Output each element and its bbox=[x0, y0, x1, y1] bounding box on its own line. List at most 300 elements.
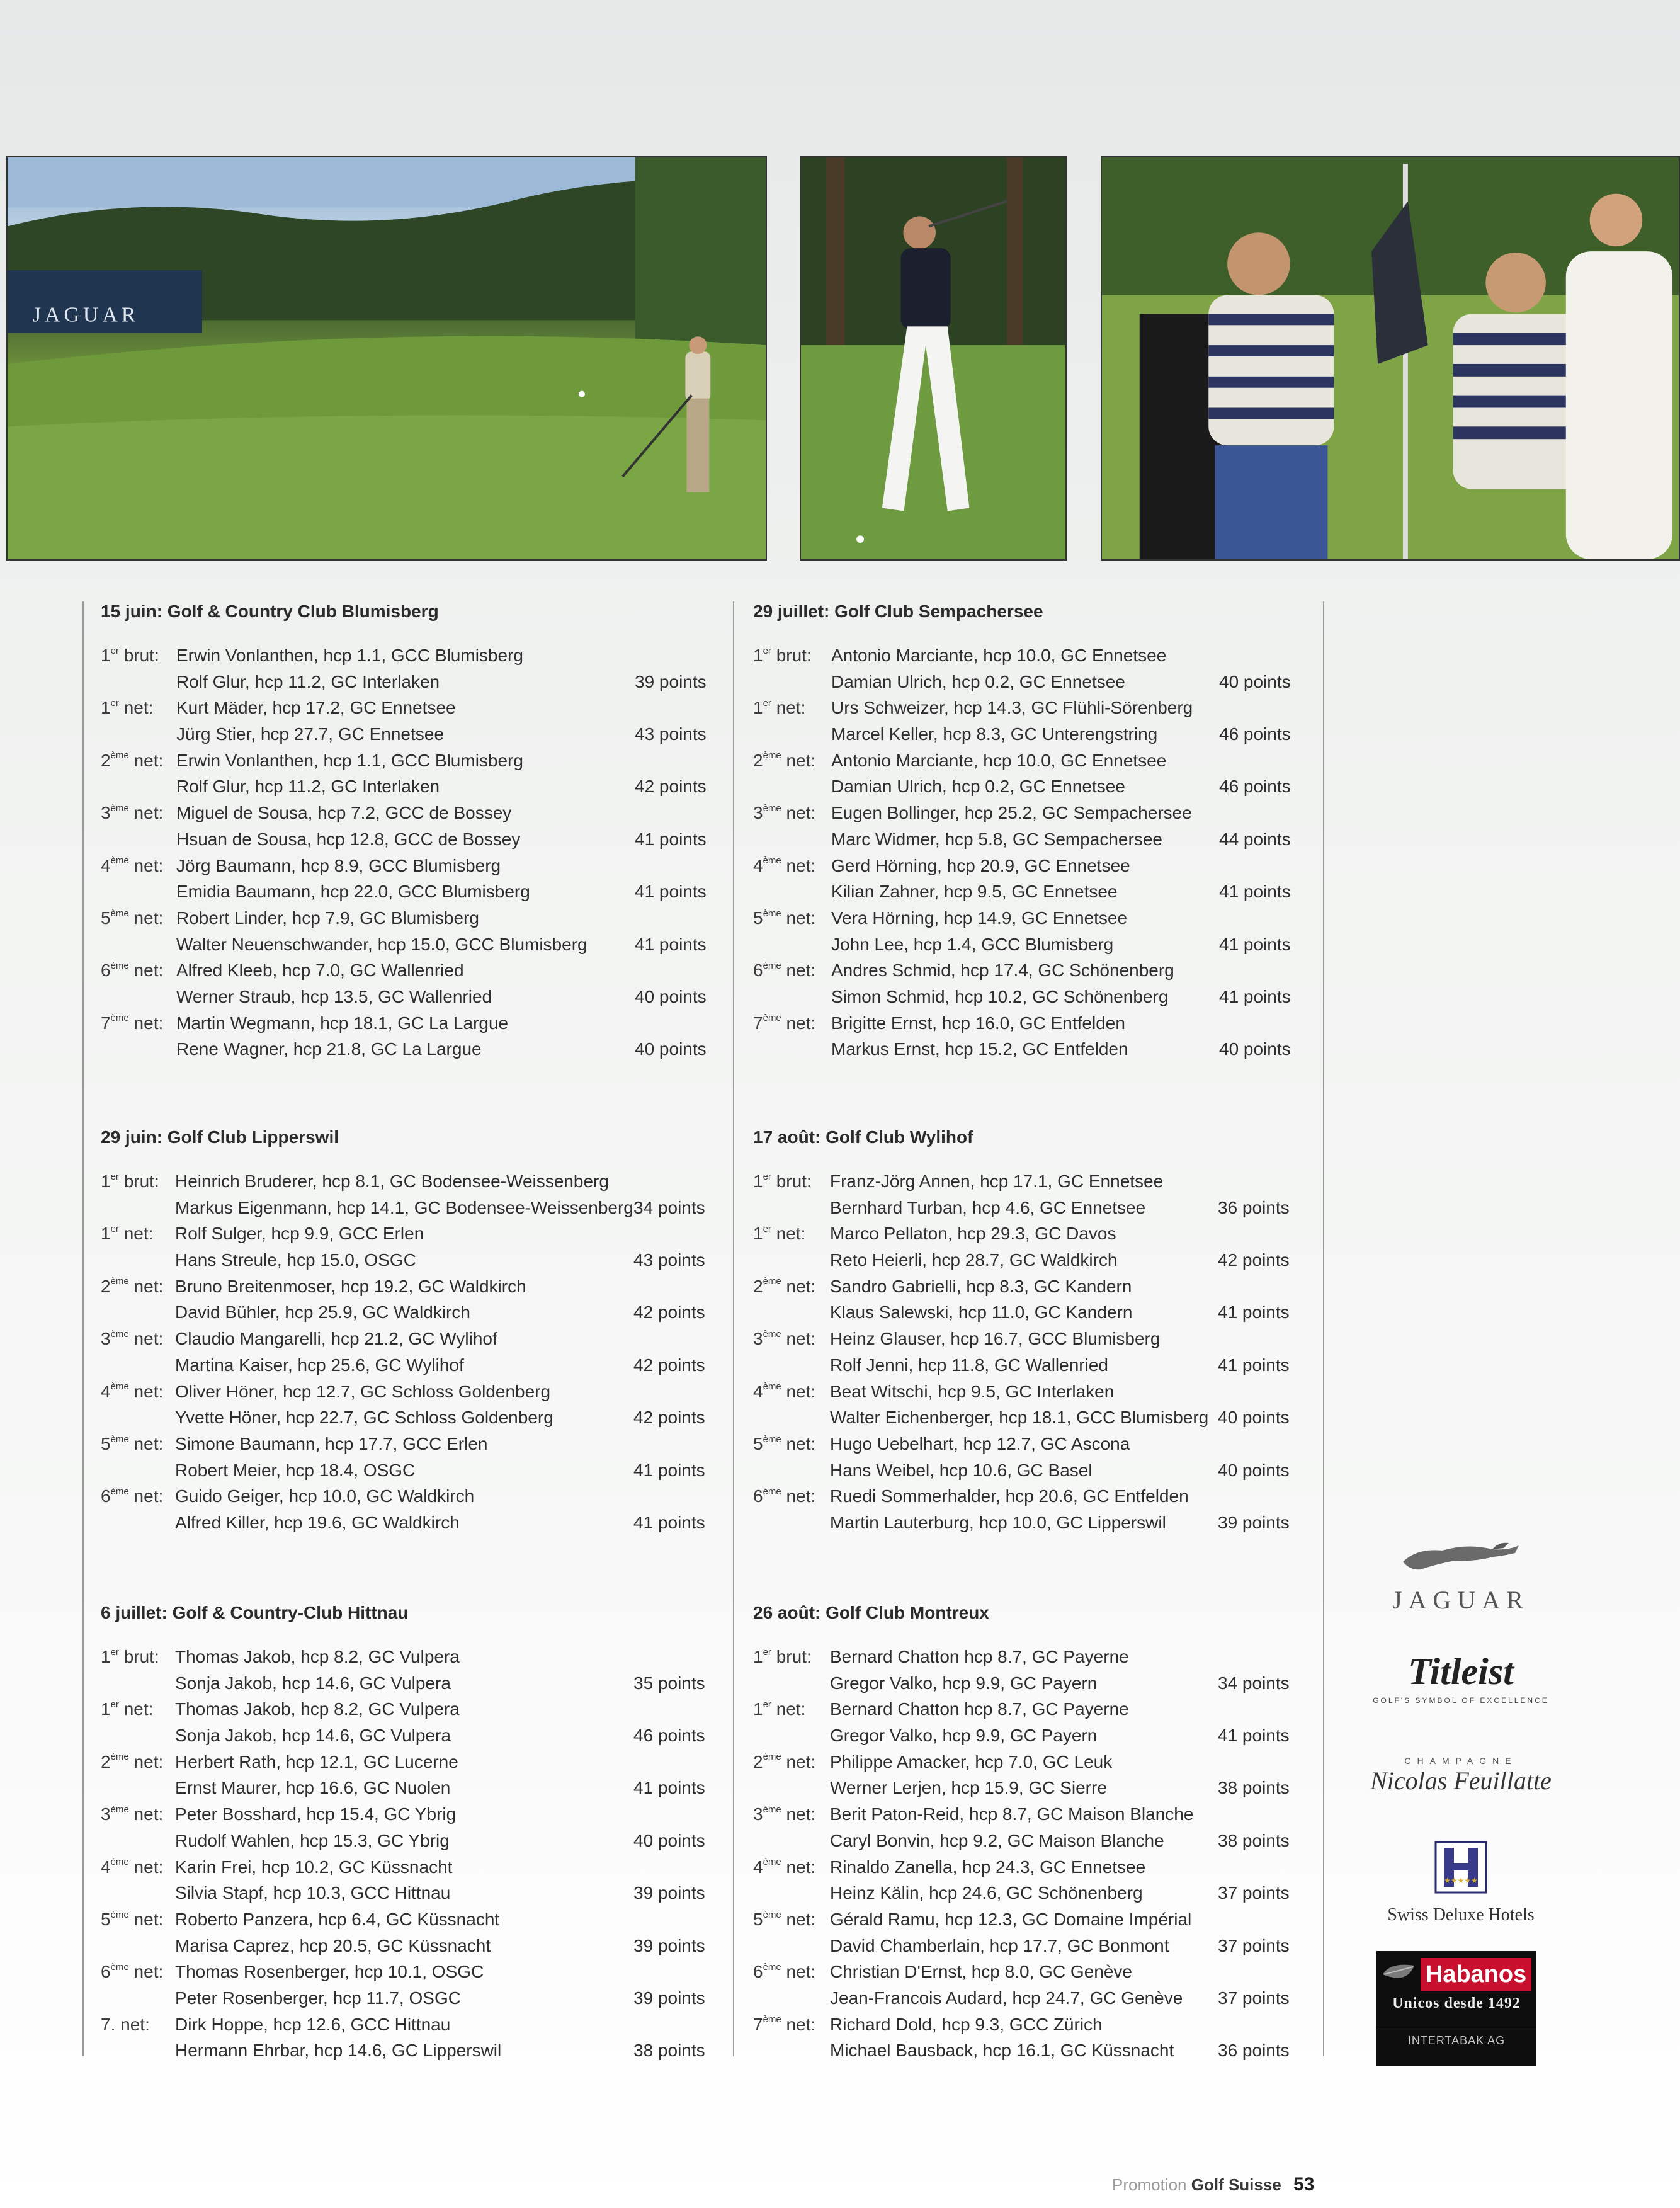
score-type: net: bbox=[120, 2014, 150, 2034]
points-value: 41 points bbox=[1219, 934, 1291, 954]
player-name: Klaus Salewski, hcp 11.0, GC Kandern bbox=[830, 1302, 1133, 1323]
result-row bbox=[753, 905, 1332, 931]
rank-label bbox=[101, 1431, 163, 1457]
rank-suffix: ème bbox=[110, 855, 129, 867]
rank-number: 4 bbox=[753, 1381, 763, 1401]
score-type: net: bbox=[786, 908, 816, 928]
points-value: 42 points bbox=[633, 1355, 705, 1375]
result-row bbox=[101, 879, 748, 905]
score-type: net: bbox=[786, 750, 816, 770]
results-section bbox=[753, 1600, 1331, 2064]
points-value: 40 points bbox=[633, 1830, 705, 1850]
rank-number: 2 bbox=[101, 750, 111, 770]
points-value: 41 points bbox=[1219, 986, 1291, 1006]
player-name: Markus Eigenmann, hcp 14.1, GC Bodensee-Weissenberg bbox=[175, 1197, 633, 1217]
result-row bbox=[753, 800, 1332, 826]
result-row bbox=[101, 1749, 747, 1775]
score-type: net: bbox=[133, 1276, 164, 1296]
result-row bbox=[101, 957, 748, 984]
rank-suffix: ème bbox=[110, 1909, 129, 1920]
points-value: 41 points bbox=[1218, 1726, 1290, 1746]
rank-suffix: er bbox=[763, 698, 771, 709]
score-type: net: bbox=[786, 1962, 816, 1982]
section-title: 26 août: Golf Club Montreux bbox=[753, 1603, 989, 1622]
photo-golfer-swing bbox=[800, 156, 1067, 561]
svg-text:★★★★★: ★★★★★ bbox=[1444, 1876, 1478, 1885]
player-name: Claudio Mangarelli, hcp 21.2, GC Wylihof bbox=[175, 1329, 497, 1349]
hotel-h-icon bbox=[1433, 1839, 1489, 1896]
result-row bbox=[101, 1431, 747, 1457]
result-row bbox=[753, 1431, 1331, 1457]
points-value: 34 points bbox=[1218, 1673, 1290, 1693]
rank-label bbox=[101, 800, 163, 826]
rank-number: 5 bbox=[101, 908, 111, 928]
points-value: 40 points bbox=[635, 986, 707, 1006]
rank-number: 4 bbox=[101, 1857, 111, 1877]
player-name: Rolf Sulger, hcp 9.9, GCC Erlen bbox=[175, 1224, 424, 1244]
rank-label bbox=[101, 1696, 153, 1722]
jaguar-wordmark: JAGUAR bbox=[1392, 1586, 1530, 1614]
player-name: Bernard Chatton hcp 8.7, GC Payerne bbox=[830, 1647, 1129, 1666]
rank-suffix: ème bbox=[763, 1328, 781, 1340]
rank-label bbox=[101, 1644, 159, 1670]
player-name: Werner Straub, hcp 13.5, GC Wallenried bbox=[176, 986, 492, 1006]
result-row bbox=[101, 1510, 747, 1536]
result-row bbox=[101, 1457, 747, 1484]
points-value: 46 points bbox=[1219, 724, 1291, 744]
result-row bbox=[101, 642, 748, 669]
rank-number: 7 bbox=[101, 1013, 111, 1033]
result-row bbox=[101, 1483, 747, 1510]
player-name: Marc Widmer, hcp 5.8, GC Sempachersee bbox=[831, 829, 1162, 849]
results-section bbox=[101, 1600, 747, 2064]
result-row bbox=[753, 1933, 1331, 1959]
nicolas-wordmark: Nicolas Feuillatte bbox=[1370, 1767, 1552, 1795]
rank-number: 3 bbox=[101, 803, 111, 823]
player-name: Robert Meier, hcp 18.4, OSGC bbox=[175, 1460, 416, 1480]
rank-label bbox=[101, 1010, 163, 1037]
result-row bbox=[753, 1775, 1331, 1801]
rank-number: 2 bbox=[101, 1276, 111, 1296]
score-type: net: bbox=[133, 908, 164, 928]
score-type: net: bbox=[133, 1486, 164, 1506]
score-type: net: bbox=[776, 698, 806, 718]
player-name: Markus Ernst, hcp 15.2, GC Entfelden bbox=[831, 1039, 1128, 1059]
points-value: 43 points bbox=[635, 724, 707, 744]
result-row bbox=[753, 1457, 1331, 1484]
points-value: 46 points bbox=[1219, 777, 1291, 797]
player-name: Rudolf Wahlen, hcp 15.3, GC Ybrig bbox=[175, 1830, 450, 1850]
player-name: Eugen Bollinger, hcp 25.2, GC Sempachersee bbox=[831, 803, 1192, 823]
rank-number: 5 bbox=[753, 908, 763, 928]
result-row bbox=[101, 1985, 747, 2012]
score-type: brut: bbox=[776, 1171, 812, 1191]
rank-label bbox=[101, 1221, 153, 1247]
rank-number: 1 bbox=[753, 1699, 763, 1719]
rank-number: 2 bbox=[753, 750, 763, 770]
rank-suffix: ème bbox=[763, 1433, 781, 1445]
player-name: Martina Kaiser, hcp 25.6, GC Wylihof bbox=[175, 1355, 464, 1375]
rank-number: 1 bbox=[753, 1171, 763, 1191]
score-type: net: bbox=[776, 1699, 806, 1719]
score-type: net: bbox=[786, 803, 816, 823]
result-row bbox=[101, 1326, 747, 1352]
result-row bbox=[753, 853, 1332, 879]
rank-suffix: ème bbox=[763, 908, 781, 919]
rank-label bbox=[101, 905, 163, 931]
rank-number: 7 bbox=[753, 1013, 763, 1033]
player-name: Peter Rosenberger, hcp 11.7, OSGC bbox=[175, 1988, 461, 2008]
score-type: net: bbox=[776, 1224, 806, 1244]
result-row bbox=[101, 721, 748, 748]
rank-label bbox=[753, 1696, 805, 1722]
points-value: 41 points bbox=[635, 882, 707, 902]
result-row bbox=[101, 1036, 748, 1062]
rank-suffix: ème bbox=[110, 1433, 129, 1445]
rank-suffix: ème bbox=[110, 802, 129, 814]
left-column-rule bbox=[82, 601, 84, 2056]
score-type: net: bbox=[133, 803, 164, 823]
rank-label bbox=[101, 1483, 163, 1510]
score-type: net: bbox=[786, 1329, 816, 1349]
rank-number: 1 bbox=[101, 1224, 111, 1244]
rank-label bbox=[101, 2012, 150, 2038]
rank-number: 1 bbox=[753, 1647, 763, 1666]
player-name: Ruedi Sommerhalder, hcp 20.6, GC Entfelden bbox=[830, 1486, 1189, 1506]
rank-suffix: ème bbox=[110, 1804, 129, 1815]
score-type: net: bbox=[133, 1804, 164, 1824]
result-row bbox=[753, 1801, 1331, 1828]
rank-suffix: ème bbox=[763, 750, 781, 761]
player-name: Martin Lauterburg, hcp 10.0, GC Lipperswil bbox=[830, 1512, 1166, 1532]
results-section bbox=[101, 1124, 747, 1536]
points-value: 40 points bbox=[1218, 1460, 1290, 1480]
rank-number: 6 bbox=[101, 960, 111, 981]
nicolas-feuillatte-logo bbox=[1363, 1756, 1558, 1812]
player-name: Erwin Vonlanthen, hcp 1.1, GCC Blumisberg bbox=[176, 750, 523, 770]
result-row bbox=[753, 773, 1332, 800]
player-name: Beat Witschi, hcp 9.5, GC Interlaken bbox=[830, 1381, 1115, 1401]
points-value: 35 points bbox=[633, 1673, 705, 1693]
points-value: 43 points bbox=[633, 1250, 705, 1270]
intertabak-wordmark: INTERTABAK AG bbox=[1376, 2030, 1536, 2047]
player-name: Kurt Mäder, hcp 17.2, GC Ennetsee bbox=[176, 698, 456, 718]
photo-players-handshake bbox=[1101, 156, 1680, 561]
rank-suffix: ème bbox=[763, 802, 781, 814]
player-name: Bruno Breitenmoser, hcp 19.2, GC Waldkirch bbox=[175, 1276, 526, 1296]
jaguar-logo bbox=[1373, 1537, 1549, 1619]
rank-suffix: er bbox=[763, 645, 771, 656]
player-name: Gerd Hörning, hcp 20.9, GC Ennetsee bbox=[831, 855, 1130, 875]
points-value: 41 points bbox=[1218, 1302, 1290, 1323]
rank-suffix: er bbox=[110, 698, 119, 709]
player-name: Alfred Kleeb, hcp 7.0, GC Wallenried bbox=[176, 960, 464, 981]
rank-number: 5 bbox=[101, 1433, 111, 1454]
swiss-deluxe-hotels-logo bbox=[1366, 1839, 1555, 1933]
result-row bbox=[753, 1670, 1331, 1697]
score-type: net: bbox=[133, 1857, 164, 1877]
rank-number: 3 bbox=[753, 1804, 763, 1824]
rank-label bbox=[753, 1221, 805, 1247]
rank-number: 3 bbox=[101, 1329, 111, 1349]
footer-promo: Promotion bbox=[1112, 2175, 1187, 2194]
player-name: Walter Neuenschwander, hcp 15.0, GCC Blumisberg bbox=[176, 934, 587, 954]
points-value: 36 points bbox=[1218, 2040, 1290, 2061]
section-title: 6 juillet: Golf & Country-Club Hittnau bbox=[101, 1603, 409, 1622]
player-name: Heinrich Bruderer, hcp 8.1, GC Bodensee-Weissenberg bbox=[175, 1171, 609, 1191]
rank-label bbox=[101, 695, 153, 721]
rank-suffix: ème bbox=[110, 1381, 129, 1392]
results-section bbox=[101, 598, 748, 1062]
rank-number: 4 bbox=[101, 855, 111, 875]
result-row bbox=[753, 721, 1332, 748]
result-row bbox=[101, 1195, 747, 1221]
player-name: Christian D'Ernst, hcp 8.0, GC Genève bbox=[830, 1962, 1132, 1982]
rank-suffix: ème bbox=[763, 1276, 781, 1287]
rank-label bbox=[101, 1749, 163, 1775]
player-name: Franz-Jörg Annen, hcp 17.1, GC Ennetsee bbox=[830, 1171, 1164, 1191]
score-type: net: bbox=[786, 1486, 816, 1506]
player-name: Roberto Panzera, hcp 6.4, GC Küssnacht bbox=[175, 1909, 500, 1929]
rank-suffix: er bbox=[763, 1646, 771, 1658]
points-value: 44 points bbox=[1219, 829, 1291, 849]
score-type: brut: bbox=[776, 1647, 812, 1666]
points-value: 36 points bbox=[1218, 1197, 1290, 1217]
points-value: 41 points bbox=[633, 1778, 705, 1798]
player-name: Sonja Jakob, hcp 14.6, GC Vulpera bbox=[175, 1673, 451, 1693]
rank-label bbox=[753, 695, 805, 721]
photo-jaguar-golfer bbox=[6, 156, 767, 561]
player-name: Alfred Killer, hcp 19.6, GC Waldkirch bbox=[175, 1512, 460, 1532]
result-row bbox=[753, 1644, 1331, 1670]
result-row bbox=[101, 1775, 747, 1801]
rank-number: 1 bbox=[753, 698, 763, 718]
rank-label bbox=[753, 1906, 815, 1933]
rank-label bbox=[753, 957, 815, 984]
rank-number: 5 bbox=[101, 1909, 111, 1929]
rank-number: 7. bbox=[101, 2014, 116, 2034]
player-name: Thomas Rosenberger, hcp 10.1, OSGC bbox=[175, 1962, 484, 1982]
score-type: net: bbox=[786, 1909, 816, 1929]
rank-suffix: ème bbox=[110, 1751, 129, 1763]
result-row bbox=[753, 1749, 1331, 1775]
score-type: net: bbox=[133, 1962, 164, 1982]
score-type: net: bbox=[786, 1276, 816, 1296]
points-value: 41 points bbox=[633, 1512, 705, 1532]
points-value: 42 points bbox=[1218, 1250, 1290, 1270]
habanos-wordmark: Habanos bbox=[1421, 1958, 1531, 1991]
player-name: Antonio Marciante, hcp 10.0, GC Ennetsee bbox=[831, 646, 1167, 665]
points-value: 37 points bbox=[1218, 1935, 1290, 1955]
rank-number: 6 bbox=[753, 960, 763, 981]
rank-label bbox=[101, 1854, 163, 1881]
result-row bbox=[101, 853, 748, 879]
player-name: Damian Ulrich, hcp 0.2, GC Ennetsee bbox=[831, 777, 1125, 797]
score-type: net: bbox=[786, 1857, 816, 1877]
rank-number: 1 bbox=[753, 1224, 763, 1244]
player-name: Ernst Maurer, hcp 16.6, GC Nuolen bbox=[175, 1778, 451, 1798]
rank-label bbox=[753, 1644, 812, 1670]
score-type: net: bbox=[133, 1909, 164, 1929]
points-value: 37 points bbox=[1218, 1883, 1290, 1903]
rank-suffix: ème bbox=[763, 1486, 781, 1497]
score-type: net: bbox=[133, 1013, 164, 1033]
result-row bbox=[753, 1352, 1331, 1379]
rank-label bbox=[753, 1749, 815, 1775]
player-name: Miguel de Sousa, hcp 7.2, GCC de Bossey bbox=[176, 803, 512, 823]
score-type: net: bbox=[123, 1699, 154, 1719]
rank-label bbox=[101, 957, 163, 984]
player-name: Michael Bausback, hcp 16.1, GC Küssnacht bbox=[830, 2040, 1174, 2061]
rank-suffix: ème bbox=[763, 1961, 781, 1972]
result-row bbox=[753, 957, 1332, 984]
player-name: David Chamberlain, hcp 17.7, GC Bonmont bbox=[830, 1935, 1169, 1955]
points-value: 39 points bbox=[1218, 1512, 1290, 1532]
player-name: Emidia Baumann, hcp 22.0, GCC Blumisberg bbox=[176, 882, 530, 902]
result-row bbox=[753, 748, 1332, 774]
rank-label bbox=[753, 1326, 815, 1352]
points-value: 38 points bbox=[633, 2040, 705, 2061]
result-row bbox=[101, 1696, 747, 1722]
result-row bbox=[101, 773, 748, 800]
score-type: net: bbox=[786, 1013, 816, 1033]
score-type: net: bbox=[133, 960, 164, 981]
player-name: Jean-Francois Audard, hcp 24.7, GC Genève bbox=[830, 1988, 1183, 2008]
rank-number: 1 bbox=[101, 1171, 111, 1191]
result-row bbox=[101, 669, 748, 695]
points-value: 46 points bbox=[633, 1726, 705, 1746]
points-value: 40 points bbox=[1219, 671, 1291, 691]
rank-label bbox=[101, 1906, 163, 1933]
player-name: Sonja Jakob, hcp 14.6, GC Vulpera bbox=[175, 1726, 451, 1746]
player-name: Antonio Marciante, hcp 10.0, GC Ennetsee bbox=[831, 750, 1167, 770]
result-row bbox=[101, 1880, 747, 1906]
rank-number: 3 bbox=[753, 1329, 763, 1349]
rank-suffix: ème bbox=[763, 1381, 781, 1392]
player-name: Martin Wegmann, hcp 18.1, GC La Largue bbox=[176, 1013, 509, 1033]
points-value: 39 points bbox=[633, 1988, 705, 2008]
rank-number: 2 bbox=[753, 1751, 763, 1772]
score-type: net: bbox=[133, 750, 164, 770]
result-row bbox=[753, 1880, 1331, 1906]
player-name: Dirk Hoppe, hcp 12.6, GCC Hittnau bbox=[175, 2014, 451, 2034]
score-type: net: bbox=[133, 855, 164, 875]
rank-suffix: ème bbox=[110, 1486, 129, 1497]
player-name: Damian Ulrich, hcp 0.2, GC Ennetsee bbox=[831, 671, 1125, 691]
points-value: 41 points bbox=[633, 1460, 705, 1480]
player-name: Rene Wagner, hcp 21.8, GC La Largue bbox=[176, 1039, 482, 1059]
score-type: net: bbox=[786, 1381, 816, 1401]
result-row bbox=[753, 1985, 1331, 2012]
rank-label bbox=[753, 1010, 815, 1037]
score-type: net: bbox=[786, 2014, 816, 2034]
result-row bbox=[753, 1010, 1332, 1037]
result-row bbox=[101, 1010, 748, 1037]
score-type: brut: bbox=[776, 646, 812, 665]
player-name: Hugo Uebelhart, hcp 12.7, GC Ascona bbox=[830, 1433, 1130, 1454]
jaguar-leaper-icon bbox=[1398, 1537, 1524, 1577]
rank-label bbox=[753, 2012, 815, 2038]
rank-suffix: er bbox=[110, 1224, 119, 1235]
player-name: Rolf Jenni, hcp 11.8, GC Wallenried bbox=[830, 1355, 1108, 1375]
result-row bbox=[101, 1273, 747, 1300]
rank-label bbox=[101, 853, 163, 879]
result-row bbox=[753, 1036, 1332, 1062]
player-name: Walter Eichenberger, hcp 18.1, GCC Blumisberg bbox=[830, 1408, 1209, 1428]
rank-number: 6 bbox=[101, 1962, 111, 1982]
result-row bbox=[101, 2012, 747, 2038]
player-name: Thomas Jakob, hcp 8.2, GC Vulpera bbox=[175, 1647, 460, 1666]
rank-label bbox=[753, 1431, 815, 1457]
rank-suffix: ème bbox=[110, 908, 129, 919]
rank-number: 1 bbox=[753, 646, 763, 665]
section-title: 15 juin: Golf & Country Club Blumisberg bbox=[101, 601, 439, 621]
result-row bbox=[101, 1247, 747, 1273]
player-name: Rolf Glur, hcp 11.2, GC Interlaken bbox=[176, 777, 440, 797]
result-row bbox=[753, 1168, 1331, 1195]
points-value: 41 points bbox=[1218, 1355, 1290, 1375]
result-row bbox=[101, 1221, 747, 1247]
rank-label bbox=[753, 1854, 815, 1881]
rank-suffix: er bbox=[763, 1699, 771, 1710]
score-type: net: bbox=[786, 855, 816, 875]
rank-label bbox=[753, 1168, 812, 1195]
rank-number: 4 bbox=[753, 1857, 763, 1877]
rank-label bbox=[101, 1168, 159, 1195]
result-row bbox=[753, 1195, 1331, 1221]
player-name: Robert Linder, hcp 7.9, GC Blumisberg bbox=[176, 908, 479, 928]
habanos-tagline: Unicos desde 1492 bbox=[1392, 1995, 1521, 2012]
result-row bbox=[753, 1247, 1331, 1273]
rank-suffix: ème bbox=[110, 1328, 129, 1340]
result-row bbox=[101, 1670, 747, 1697]
player-name: Silvia Stapf, hcp 10.3, GCC Hittnau bbox=[175, 1883, 451, 1903]
result-row bbox=[101, 826, 748, 853]
results-section bbox=[753, 1124, 1331, 1536]
result-row bbox=[101, 1644, 747, 1670]
player-name: Werner Lerjen, hcp 15.9, GC Sierre bbox=[830, 1778, 1107, 1798]
player-name: Sandro Gabrielli, hcp 8.3, GC Kandern bbox=[830, 1276, 1132, 1296]
player-name: Rinaldo Zanella, hcp 24.3, GC Ennetsee bbox=[830, 1857, 1146, 1877]
result-row bbox=[101, 931, 748, 958]
player-name: Vera Hörning, hcp 14.9, GC Ennetsee bbox=[831, 908, 1128, 928]
player-name: Berit Paton-Reid, hcp 8.7, GC Maison Blanche bbox=[830, 1804, 1194, 1824]
score-type: net: bbox=[133, 1381, 164, 1401]
rank-suffix: ème bbox=[763, 1909, 781, 1920]
points-value: 39 points bbox=[633, 1935, 705, 1955]
player-name: Heinz Glauser, hcp 16.7, GCC Blumisberg bbox=[830, 1329, 1161, 1349]
player-name: Jörg Baumann, hcp 8.9, GCC Blumisberg bbox=[176, 855, 501, 875]
score-type: brut: bbox=[123, 646, 159, 665]
titleist-wordmark: Titleist bbox=[1408, 1651, 1514, 1692]
player-name: Simon Schmid, hcp 10.2, GC Schönenberg bbox=[831, 986, 1169, 1006]
rank-label bbox=[753, 1959, 815, 1985]
player-name: Andres Schmid, hcp 17.4, GC Schönenberg bbox=[831, 960, 1174, 981]
result-row bbox=[101, 1906, 747, 1933]
tobacco-leaf-icon bbox=[1382, 1960, 1416, 1988]
rank-suffix: er bbox=[110, 1171, 119, 1182]
score-type: net: bbox=[123, 698, 154, 718]
result-row bbox=[753, 984, 1332, 1010]
rank-number: 7 bbox=[753, 2014, 763, 2034]
rank-suffix: ème bbox=[763, 1804, 781, 1815]
rank-label bbox=[101, 642, 159, 669]
player-name: Heinz Kälin, hcp 24.6, GC Schönenberg bbox=[830, 1883, 1143, 1903]
points-value: 42 points bbox=[633, 1408, 705, 1428]
rank-suffix: er bbox=[763, 1224, 771, 1235]
result-row bbox=[753, 1221, 1331, 1247]
rank-suffix: er bbox=[763, 1171, 771, 1182]
